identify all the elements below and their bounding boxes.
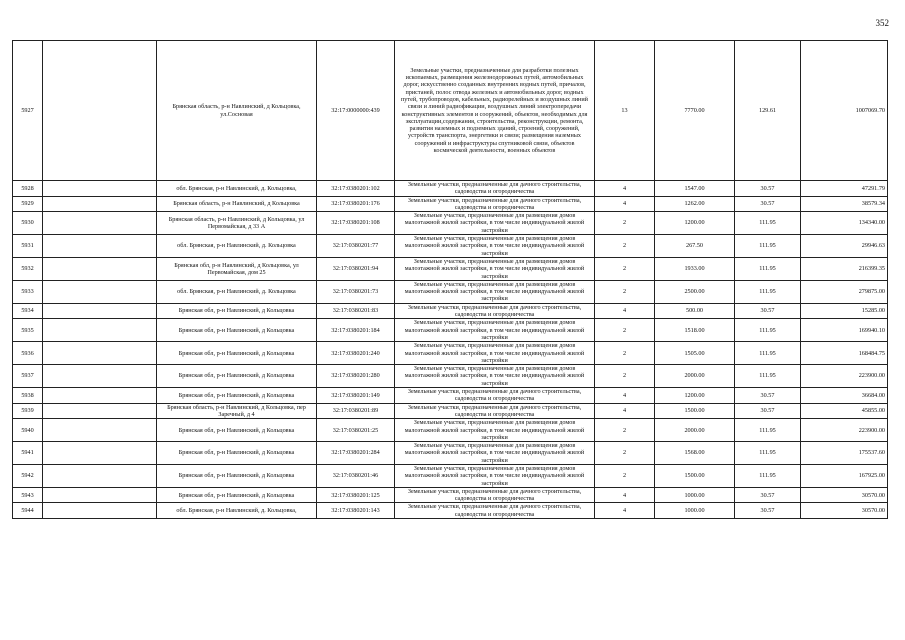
- category-code-cell: 2: [595, 442, 655, 465]
- land-category-cell: Земельные участки, предназначенные для размещения домов малоэтажной жилой застройки, в том числе индивидуальной жилой застройки: [395, 342, 595, 365]
- cadastral-number-cell: 32:17:0380201:184: [317, 319, 395, 342]
- table-row: [13, 503, 888, 519]
- rate-cell: 30.57: [735, 181, 801, 197]
- cadastral-number-cell: 32:17:0380201:94: [317, 257, 395, 280]
- address-cell: Брянская обл, р-н Навлинский, д Кольцовка: [157, 487, 317, 503]
- rate-cell: 111.95: [735, 212, 801, 235]
- address-cell: Брянская обл, р-н Навлинский, д Кольцовка: [157, 388, 317, 404]
- cadastral-value-cell: 15285.00: [801, 303, 888, 319]
- rate-cell: 111.95: [735, 257, 801, 280]
- cadastral-value-cell: 29946.63: [801, 235, 888, 258]
- address-cell: Брянская обл, р-н Навлинский, д Кольцовка: [157, 303, 317, 319]
- address-cell: Брянская область, р-н Навлинский, д Кольцовка: [157, 196, 317, 212]
- cadastral-value-cell: 36684.00: [801, 388, 888, 404]
- empty-cell: [43, 257, 157, 280]
- cadastral-number-cell: 32:17:0380201:83: [317, 303, 395, 319]
- empty-cell: [43, 212, 157, 235]
- cadastral-value-cell: 223900.00: [801, 365, 888, 388]
- area-cell: 1500.00: [655, 464, 735, 487]
- empty-cell: [43, 181, 157, 197]
- cadastral-value-cell: 1007069.70: [801, 41, 888, 181]
- rate-cell: 30.57: [735, 196, 801, 212]
- empty-cell: [43, 365, 157, 388]
- row-number: 5944: [13, 503, 43, 519]
- cadastral-number-cell: 32:17:0380201:102: [317, 181, 395, 197]
- address-cell: Брянская обл, р-н Навлинский, д Кольцовка: [157, 342, 317, 365]
- address-cell: Брянская обл, р-н Навлинский, д Кольцовка: [157, 365, 317, 388]
- land-category-cell: Земельные участки, предназначенные для размещения домов малоэтажной жилой застройки, в том числе индивидуальной жилой застройки: [395, 365, 595, 388]
- empty-cell: [43, 388, 157, 404]
- cadastral-number-cell: 32:17:0380201:240: [317, 342, 395, 365]
- cadastral-value-cell: 134340.00: [801, 212, 888, 235]
- address-cell: Брянская область, р-н Навлинский, д Кольцовка, ул.Сосновая: [157, 41, 317, 181]
- area-cell: 1547.00: [655, 181, 735, 197]
- table-row: [13, 487, 888, 503]
- address-cell: Брянская обл, р-н Навлинский, д Кольцовка, ул Первомайская, дом 25: [157, 257, 317, 280]
- empty-cell: [43, 419, 157, 442]
- empty-cell: [43, 319, 157, 342]
- row-number: 5931: [13, 235, 43, 258]
- land-category-cell: Земельные участки, предназначенные для размещения домов малоэтажной жилой застройки, в том числе индивидуальной жилой застройки: [395, 212, 595, 235]
- row-number: 5930: [13, 212, 43, 235]
- land-category-cell: Земельные участки, предназначенные для дачного строительства, садоводства и огородничества: [395, 181, 595, 197]
- rate-cell: 111.95: [735, 280, 801, 303]
- rate-cell: 111.95: [735, 419, 801, 442]
- land-category-cell: Земельные участки, предназначенные для размещения домов малоэтажной жилой застройки, в том числе индивидуальной жилой застройки: [395, 280, 595, 303]
- row-number: 5938: [13, 388, 43, 404]
- category-code-cell: 2: [595, 464, 655, 487]
- table-row: [13, 419, 888, 442]
- area-cell: 500.00: [655, 303, 735, 319]
- cadastral-number-cell: 32:17:0380201:149: [317, 388, 395, 404]
- table-row: [13, 181, 888, 197]
- table-row: [13, 388, 888, 404]
- cadastral-number-cell: 32:17:0380201:176: [317, 196, 395, 212]
- address-cell: Брянская обл, р-н Навлинский, д Кольцовка: [157, 464, 317, 487]
- land-category-cell: Земельные участки, предназначенные для дачного строительства, садоводства и огородничества: [395, 303, 595, 319]
- page-number: 352: [875, 18, 889, 28]
- land-category-cell: Земельные участки, предназначенные для размещения домов малоэтажной жилой застройки, в том числе индивидуальной жилой застройки: [395, 235, 595, 258]
- cadastral-value-cell: 30570.00: [801, 503, 888, 519]
- cadastral-number-cell: 32:17:0380201:77: [317, 235, 395, 258]
- cadastral-number-cell: 32:17:0380201:73: [317, 280, 395, 303]
- empty-cell: [43, 342, 157, 365]
- category-code-cell: 4: [595, 196, 655, 212]
- table-row: [13, 257, 888, 280]
- table-row: [13, 442, 888, 465]
- land-category-cell: Земельные участки, предназначенные для размещения домов малоэтажной жилой застройки, в том числе индивидуальной жилой застройки: [395, 257, 595, 280]
- address-cell: Брянская область, р-н Навлинский, д Кольцовка, пер Заречный, д 4: [157, 403, 317, 419]
- category-code-cell: 2: [595, 212, 655, 235]
- category-code-cell: 4: [595, 303, 655, 319]
- cadastral-number-cell: 32:17:0000000:439: [317, 41, 395, 181]
- area-cell: 1500.00: [655, 403, 735, 419]
- row-number: 5927: [13, 41, 43, 181]
- cadastral-number-cell: 32:17:0380201:108: [317, 212, 395, 235]
- table-row: [13, 235, 888, 258]
- area-cell: 2000.00: [655, 365, 735, 388]
- rate-cell: 30.57: [735, 388, 801, 404]
- rate-cell: 30.57: [735, 503, 801, 519]
- land-category-cell: Земельные участки, предназначенные для размещения домов малоэтажной жилой застройки, в том числе индивидуальной жилой застройки: [395, 419, 595, 442]
- area-cell: 1933.00: [655, 257, 735, 280]
- land-category-cell: Земельные участки, предназначенные для дачного строительства, садоводства и огородничества: [395, 503, 595, 519]
- area-cell: 1000.00: [655, 487, 735, 503]
- rate-cell: 30.57: [735, 303, 801, 319]
- address-cell: обл. Брянская, р-н Навлинский, д. Кольцовка: [157, 235, 317, 258]
- row-number: 5934: [13, 303, 43, 319]
- category-code-cell: 2: [595, 257, 655, 280]
- area-cell: 1568.00: [655, 442, 735, 465]
- land-category-cell: Земельные участки, предназначенные для дачного строительства, садоводства и огородничества: [395, 403, 595, 419]
- category-code-cell: 2: [595, 419, 655, 442]
- row-number: 5941: [13, 442, 43, 465]
- cadastral-number-cell: 32:17:0380201:280: [317, 365, 395, 388]
- land-category-cell: Земельные участки, предназначенные для дачного строительства, садоводства и огородничества: [395, 487, 595, 503]
- row-number: 5940: [13, 419, 43, 442]
- rate-cell: 111.95: [735, 442, 801, 465]
- address-cell: обл. Брянская, р-н Навлинский, д. Кольцовка,: [157, 503, 317, 519]
- cadastral-value-cell: 279875.00: [801, 280, 888, 303]
- table-row: [13, 464, 888, 487]
- address-cell: Брянская обл, р-н Навлинский, д Кольцовка: [157, 419, 317, 442]
- table-row: [13, 403, 888, 419]
- cadastral-value-cell: 168484.75: [801, 342, 888, 365]
- land-register-table: [12, 40, 888, 519]
- cadastral-number-cell: 32:17:0380201:89: [317, 403, 395, 419]
- cadastral-number-cell: 32:17:0380201:143: [317, 503, 395, 519]
- rate-cell: 30.57: [735, 403, 801, 419]
- area-cell: 1505.00: [655, 342, 735, 365]
- rate-cell: 111.95: [735, 235, 801, 258]
- category-code-cell: 13: [595, 41, 655, 181]
- empty-cell: [43, 303, 157, 319]
- rate-cell: 129.61: [735, 41, 801, 181]
- empty-cell: [43, 442, 157, 465]
- row-number: 5939: [13, 403, 43, 419]
- table-body: [13, 41, 888, 519]
- row-number: 5933: [13, 280, 43, 303]
- category-code-cell: 2: [595, 319, 655, 342]
- table-row: [13, 319, 888, 342]
- row-number: 5928: [13, 181, 43, 197]
- row-number: 5937: [13, 365, 43, 388]
- address-cell: обл. Брянская, р-н Навлинский, д. Кольцовка,: [157, 181, 317, 197]
- cadastral-value-cell: 38579.34: [801, 196, 888, 212]
- cadastral-value-cell: 47291.79: [801, 181, 888, 197]
- empty-cell: [43, 487, 157, 503]
- cadastral-value-cell: 45855.00: [801, 403, 888, 419]
- land-category-cell: Земельные участки, предназначенные для разработки полезных ископаемых, размещения железнодорожных путей, автомобильных дорог, искусственно созданных внутренних водных путей, причалов, пристаней, полос отвода железных и автомобильных дорог, водных путей, трубопроводов, кабельных, радиорелейных и воздушных линий связи и линий радиофикации, воздушных линий электропередачи конструктивных элементов и сооружений, объектов, необходимых для эксплуатации,содержания, строительства, реконструкции, ремонта, развития наземных и подземных зданий, строений, сооружений, устройств транспорта, энергетики и связи; размещения наземных сооружений и инфраструктуры спутниковой связи, объектов космической деятельности, военных объектов: [395, 41, 595, 181]
- row-number: 5935: [13, 319, 43, 342]
- area-cell: 2500.00: [655, 280, 735, 303]
- category-code-cell: 4: [595, 487, 655, 503]
- land-category-cell: Земельные участки, предназначенные для размещения домов малоэтажной жилой застройки, в том числе индивидуальной жилой застройки: [395, 442, 595, 465]
- cadastral-number-cell: 32:17:0380201:46: [317, 464, 395, 487]
- category-code-cell: 2: [595, 280, 655, 303]
- empty-cell: [43, 196, 157, 212]
- row-number: 5943: [13, 487, 43, 503]
- category-code-cell: 2: [595, 342, 655, 365]
- cadastral-value-cell: 30570.00: [801, 487, 888, 503]
- area-cell: 1518.00: [655, 319, 735, 342]
- table-row: [13, 212, 888, 235]
- land-category-cell: Земельные участки, предназначенные для дачного строительства, садоводства и огородничества: [395, 388, 595, 404]
- category-code-cell: 4: [595, 388, 655, 404]
- category-code-cell: 4: [595, 503, 655, 519]
- row-number: 5929: [13, 196, 43, 212]
- rate-cell: 30.57: [735, 487, 801, 503]
- area-cell: 1000.00: [655, 503, 735, 519]
- empty-cell: [43, 235, 157, 258]
- area-cell: 267.50: [655, 235, 735, 258]
- cadastral-number-cell: 32:17:0380201:284: [317, 442, 395, 465]
- category-code-cell: 2: [595, 235, 655, 258]
- address-cell: обл. Брянская, р-н Навлинский, д. Кольцовка: [157, 280, 317, 303]
- cadastral-value-cell: 169940.10: [801, 319, 888, 342]
- table-row: [13, 280, 888, 303]
- row-number: 5942: [13, 464, 43, 487]
- table-row: [13, 342, 888, 365]
- table-row: [13, 196, 888, 212]
- empty-cell: [43, 41, 157, 181]
- empty-cell: [43, 464, 157, 487]
- empty-cell: [43, 280, 157, 303]
- cadastral-value-cell: 216399.35: [801, 257, 888, 280]
- land-category-cell: Земельные участки, предназначенные для размещения домов малоэтажной жилой застройки, в том числе индивидуальной жилой застройки: [395, 464, 595, 487]
- category-code-cell: 4: [595, 403, 655, 419]
- rate-cell: 111.95: [735, 342, 801, 365]
- address-cell: Брянская обл, р-н Навлинский, д Кольцовка: [157, 442, 317, 465]
- row-number: 5932: [13, 257, 43, 280]
- land-category-cell: Земельные участки, предназначенные для размещения домов малоэтажной жилой застройки, в том числе индивидуальной жилой застройки: [395, 319, 595, 342]
- empty-cell: [43, 503, 157, 519]
- table-row: [13, 303, 888, 319]
- address-cell: Брянская область, р-н Навлинский, д Кольцовка, ул Первомайская, д 33 А: [157, 212, 317, 235]
- cadastral-value-cell: 167925.00: [801, 464, 888, 487]
- cadastral-value-cell: 175537.60: [801, 442, 888, 465]
- land-category-cell: Земельные участки, предназначенные для дачного строительства, садоводства и огородничества: [395, 196, 595, 212]
- cadastral-number-cell: 32:17:0380201:25: [317, 419, 395, 442]
- area-cell: 7770.00: [655, 41, 735, 181]
- cadastral-number-cell: 32:17:0380201:125: [317, 487, 395, 503]
- category-code-cell: 2: [595, 365, 655, 388]
- category-code-cell: 4: [595, 181, 655, 197]
- area-cell: 1262.00: [655, 196, 735, 212]
- empty-cell: [43, 403, 157, 419]
- area-cell: 2000.00: [655, 419, 735, 442]
- address-cell: Брянская обл, р-н Навлинский, д Кольцовка: [157, 319, 317, 342]
- rate-cell: 111.95: [735, 319, 801, 342]
- cadastral-value-cell: 223900.00: [801, 419, 888, 442]
- area-cell: 1200.00: [655, 388, 735, 404]
- table-row: [13, 365, 888, 388]
- rate-cell: 111.95: [735, 365, 801, 388]
- table-row: [13, 41, 888, 181]
- row-number: 5936: [13, 342, 43, 365]
- area-cell: 1200.00: [655, 212, 735, 235]
- rate-cell: 111.95: [735, 464, 801, 487]
